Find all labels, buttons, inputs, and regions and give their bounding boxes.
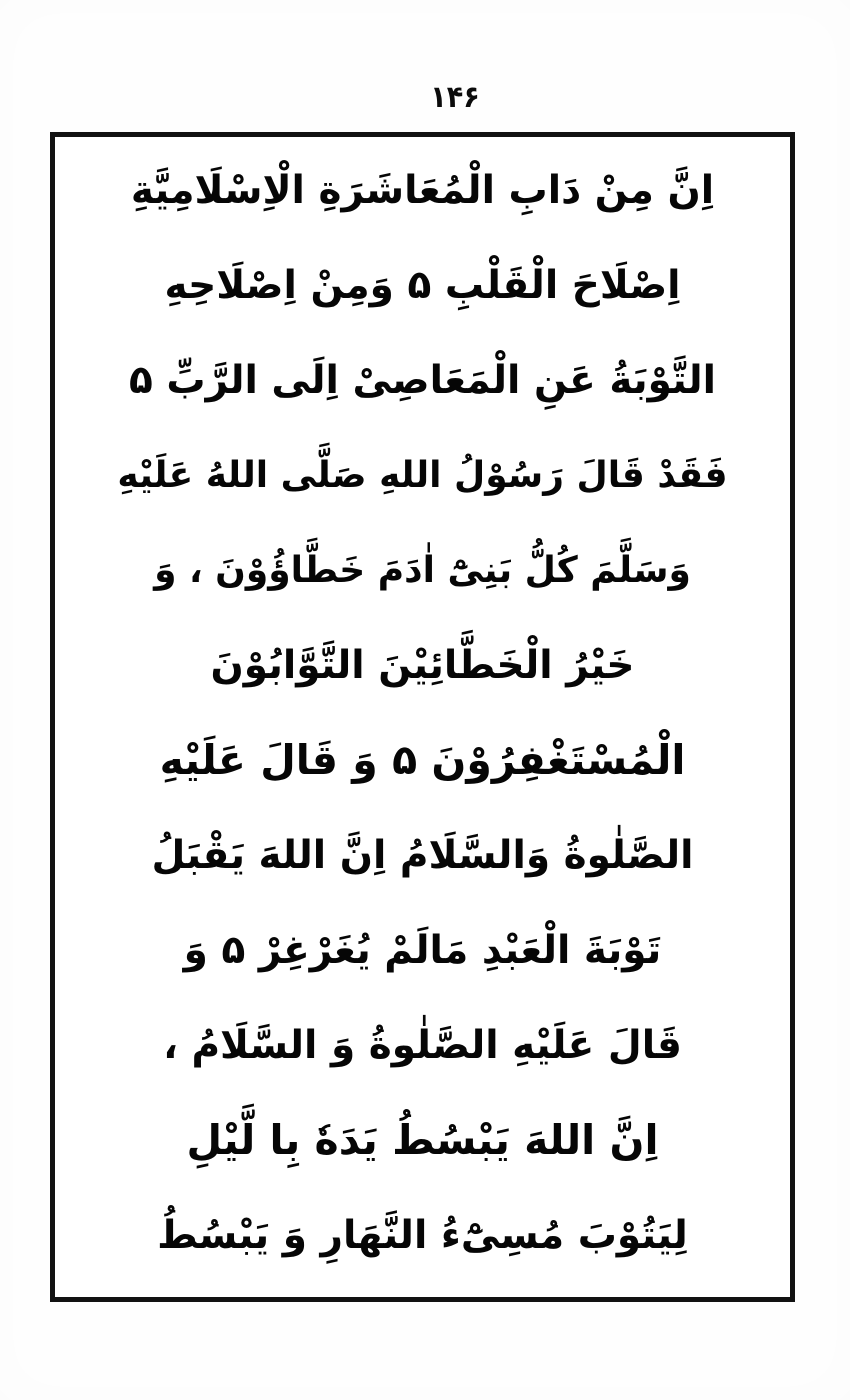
text-line-9: تَوْبَةَ الْعَبْدِ مَالَمْ يُغَرْغِرْ ۵ وَ bbox=[183, 928, 662, 973]
text-line-10: قَالَ عَلَيْهِ الصَّلٰوةُ وَ السَّلَامُ ، bbox=[163, 1023, 682, 1068]
text-line-8: الصَّلٰوةُ وَالسَّلَامُ اِنَّ اللهَ يَقْبَلُ bbox=[151, 833, 694, 878]
text-line-11: اِنَّ اللهَ يَبْسُطُ يَدَهٗ بِا لَّيْلِ bbox=[186, 1116, 659, 1164]
text-line-7: الْمُسْتَغْفِرُوْنَ ۵ وَ قَالَ عَلَيْهِ bbox=[159, 736, 686, 784]
text-line-5: وَسَلَّمَ كُلُّ بَنِىْٓ اٰدَمَ خَطَّاؤُوْنَ ، وَ bbox=[154, 550, 691, 591]
text-line-6: خَيْرُ الْخَطَّائِيْنَ التَّوَّابُوْنَ bbox=[210, 643, 635, 688]
text-line-12: لِيَتُوْبَ مُسِىْٓءُ النَّهَارِ وَ يَبْسُطُ bbox=[157, 1213, 688, 1258]
text-block bbox=[71, 143, 774, 1283]
text-line-1: اِنَّ مِنْ دَابِ الْمُعَاشَرَةِ الْاِسْلَامِيَّةِ bbox=[130, 168, 715, 213]
folio-line bbox=[0, 82, 850, 113]
text-line-4: فَقَدْ قَالَ رَسُوْلُ اللهِ صَلَّى اللهُ عَلَيْهِ bbox=[117, 455, 728, 496]
text-frame-border bbox=[50, 132, 795, 1302]
text-line-3: التَّوْبَةُ عَنِ الْمَعَاصِىْ اِلَى الرَّبِّ ۵ bbox=[128, 358, 716, 403]
text-line-2: اِصْلَاحَ الْقَلْبِ ۵ وَمِنْ اِصْلَاحِهِ bbox=[164, 263, 681, 308]
page-number: ۱۴۶ bbox=[430, 80, 480, 115]
